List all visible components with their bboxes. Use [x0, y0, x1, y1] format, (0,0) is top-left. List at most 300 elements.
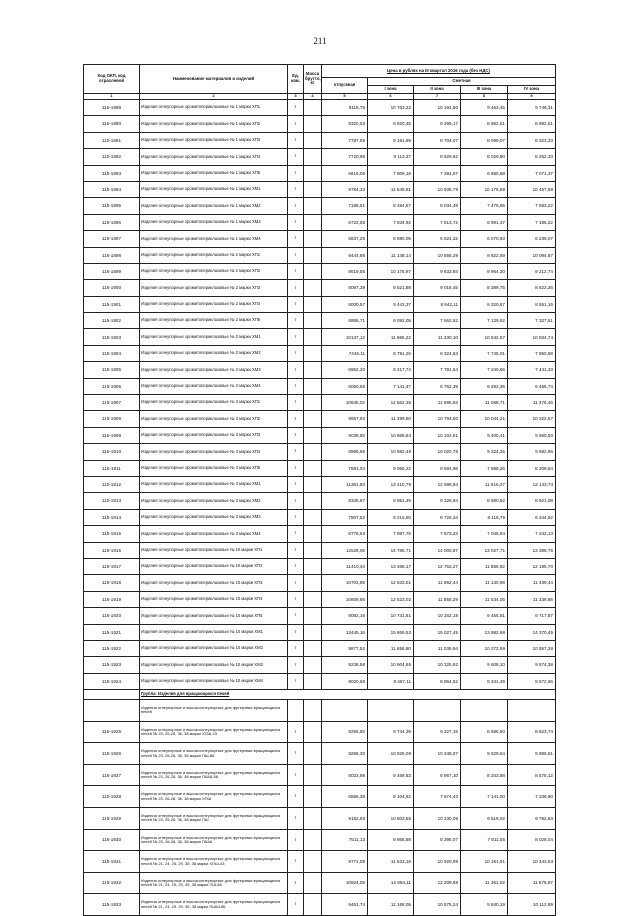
price-zone-2: 9 227,15	[414, 721, 461, 743]
group-title: Группа: Изделия для вращающихся печей	[140, 690, 556, 700]
table-row	[84, 100, 556, 116]
item-unit: т	[288, 673, 304, 689]
col-number: 8	[461, 94, 508, 100]
price-zone-3: 8 029,80	[461, 149, 508, 165]
release-price: 9238,58	[322, 657, 368, 673]
item-code: 115-1892	[84, 149, 140, 165]
table-row	[84, 181, 556, 197]
release-price: 8022,98	[322, 764, 368, 786]
item-name: Изделия огнеупорные хромитопериклазовые № 1 марки ХП1	[140, 100, 288, 116]
item-name: Изделия огнеупорные хромитопериклазовые № 10 марки ХМ1	[140, 624, 288, 640]
item-code: 115-1898	[84, 247, 140, 263]
price-zone-4: 7 327,51	[508, 313, 556, 329]
table-row	[84, 263, 556, 279]
item-name: Изделия огнеупорные хромитопериклазовые № 1 марки ХМ2	[140, 198, 288, 214]
price-zone-2: 8 629,62	[414, 149, 461, 165]
item-name: Изделия огнеупорные хромитопериклазовые № 2 марки ХП3	[140, 280, 288, 296]
item-unit: т	[288, 829, 304, 851]
item-name: Изделия огнеупорные хромитопериклазовые № 1 марки ХП2	[140, 116, 288, 132]
price-zone-1: 10 668,84	[368, 427, 414, 443]
item-mass	[304, 378, 322, 394]
price-zone-2: 10 556,39	[414, 247, 461, 263]
release-price: 6616,06	[322, 165, 368, 181]
price-zone-1: 13 410,79	[368, 476, 414, 492]
price-zone-3: 9 629,64	[461, 743, 508, 765]
price-zone-2: 12 753,27	[414, 558, 461, 574]
price-zone-3: 7 129,92	[461, 313, 508, 329]
item-code: 115-1912	[84, 476, 140, 492]
price-zone-3: 9 324,25	[461, 444, 508, 460]
price-zone-4: 7 683,22	[508, 198, 556, 214]
item-unit	[288, 700, 304, 722]
item-name: Изделия огнеупорные хромитопериклазовые № 10 марки ХМ4	[140, 673, 288, 689]
item-name: Изделия огнеупорные хромитопериклазовые № 1 марки ХМ4	[140, 231, 288, 247]
price-zone-1: 11 658,80	[368, 640, 414, 656]
price-zone-2: 12 209,68	[414, 872, 461, 894]
item-unit: т	[288, 640, 304, 656]
price-zone-1: 9 467,11	[368, 673, 414, 689]
price-zone-2: 8 942,11	[414, 296, 461, 312]
item-name: Изделия огнеупорные хромитопериклазовые № 10 марки ХМ2	[140, 640, 288, 656]
price-zone-2: 8 967,10	[414, 764, 461, 786]
price-zone-2: 10 935,79	[414, 181, 461, 197]
table-row	[84, 198, 556, 214]
price-zone-2	[414, 700, 461, 722]
price-zone-3: 7 745,01	[461, 345, 508, 361]
price-zone-4: 11 675,87	[508, 872, 556, 894]
item-mass	[304, 329, 322, 345]
price-zone-3: 8 389,75	[461, 280, 508, 296]
price-zone-4: 8 252,33	[508, 149, 556, 165]
item-unit: т	[288, 872, 304, 894]
release-price: 9092,16	[322, 608, 368, 624]
item-mass	[304, 700, 322, 722]
table-row	[84, 296, 556, 312]
price-zone-4: 13 388,75	[508, 542, 556, 558]
header-price-group-text: Цена в рублях на III квартал 2016 года (без НДС)	[387, 67, 490, 73]
item-code: 115-1932	[84, 872, 140, 894]
price-zone-4: 10 557,28	[508, 640, 556, 656]
item-code: 115-1899	[84, 263, 140, 279]
item-code: 115-1906	[84, 378, 140, 394]
table-row	[84, 214, 556, 230]
price-zone-4: 10 094,87	[508, 247, 556, 263]
item-name: Изделия огнеупорные хромитопериклазовые № 1 марки ХП5	[140, 165, 288, 181]
table-row	[84, 149, 556, 165]
price-zone-2: 9 016,45	[414, 280, 461, 296]
release-price: 11410,44	[322, 558, 368, 574]
release-price: 8000,57	[322, 296, 368, 312]
col-number: 1	[84, 94, 140, 100]
price-zone-2: 8 704,07	[414, 132, 461, 148]
price-zone-3: 9 519,02	[461, 808, 508, 830]
table-row	[84, 378, 556, 394]
release-price: 5837,25	[322, 231, 368, 247]
table-row	[84, 542, 556, 558]
release-price: 9877,52	[322, 640, 368, 656]
price-zone-1: 8 217,74	[368, 362, 414, 378]
item-mass	[304, 296, 322, 312]
price-zone-2: 12 698,94	[414, 476, 461, 492]
header-zone-4: IV зона	[508, 86, 556, 94]
item-name: Изделия огнеупорные хромитопериклазовые № 10 марки ХП3	[140, 575, 288, 591]
item-mass	[304, 149, 322, 165]
item-mass	[304, 673, 322, 689]
item-mass	[304, 247, 322, 263]
item-mass	[304, 427, 322, 443]
table-row	[84, 231, 556, 247]
item-name: Изделия огнеупорные хромитопериклазовые № 2 марки ХМ4	[140, 378, 288, 394]
price-zone-4: 9 746,31	[508, 100, 556, 116]
price-zone-2: 7 662,52	[414, 313, 461, 329]
item-code: 115-1890	[84, 116, 140, 132]
price-zone-2: 8 324,63	[414, 345, 461, 361]
table-row	[84, 872, 556, 894]
price-zone-1: 10 803,55	[368, 808, 414, 830]
price-zone-3: 10 044,21	[461, 411, 508, 427]
item-unit: т	[288, 575, 304, 591]
item-unit: т	[288, 313, 304, 329]
item-code: 115-1930	[84, 829, 140, 851]
item-unit: т	[288, 786, 304, 808]
item-unit: т	[288, 280, 304, 296]
price-zone-1: 10 582,49	[368, 444, 414, 460]
price-zone-2: 10 162,18	[414, 608, 461, 624]
price-zone-2: 15 027,45	[414, 624, 461, 640]
item-mass	[304, 591, 322, 607]
item-code: 115-1894	[84, 181, 140, 197]
price-zone-4: 8 323,33	[508, 132, 556, 148]
header-release: отпускная	[322, 78, 368, 94]
price-zone-1: 9 469,83	[368, 764, 414, 786]
price-table	[83, 64, 556, 916]
table-row	[84, 444, 556, 460]
item-mass	[304, 214, 322, 230]
table-row	[84, 509, 556, 525]
header-zone-3: III зона	[461, 86, 508, 94]
price-zone-2: 8 395,07	[414, 829, 461, 851]
item-unit: т	[288, 894, 304, 916]
release-price: 10609,68	[322, 591, 368, 607]
price-zone-1	[368, 700, 414, 722]
item-unit: т	[288, 558, 304, 574]
item-mass	[304, 808, 322, 830]
item-code: 115-1896	[84, 214, 140, 230]
item-code: 115-1897	[84, 231, 140, 247]
release-price: 8067,39	[322, 280, 368, 296]
price-zone-3: 8 964,30	[461, 263, 508, 279]
table-row	[84, 721, 556, 743]
table-row	[84, 132, 556, 148]
item-code: 115-1921	[84, 624, 140, 640]
price-zone-1: 14 786,71	[368, 542, 414, 558]
group-code-cell	[84, 690, 140, 700]
item-mass	[304, 640, 322, 656]
item-unit: т	[288, 427, 304, 443]
price-zone-3: 7 988,26	[461, 460, 508, 476]
item-code: 115-1911	[84, 460, 140, 476]
table-row	[84, 526, 556, 542]
item-code: 115-1901	[84, 296, 140, 312]
item-code: 115-1904	[84, 345, 140, 361]
item-code: 115-1891	[84, 132, 140, 148]
price-zone-2: 11 858,29	[414, 591, 461, 607]
table-row	[84, 786, 556, 808]
item-code: 115-1902	[84, 313, 140, 329]
price-zone-2: 8 034,49	[414, 198, 461, 214]
item-code: 115-1915	[84, 526, 140, 542]
item-code: 115-1925	[84, 721, 140, 743]
item-code: 115-1917	[84, 558, 140, 574]
col-number: 2	[140, 94, 288, 100]
item-mass	[304, 526, 322, 542]
price-zone-2: 10 191,80	[414, 100, 461, 116]
item-name: Изделия огнеупорные и высокоогнеупорные для футеровки вращающихся печей № 23, 26-28, 36, 38 марки ХПШ-43	[140, 721, 288, 743]
price-zone-1: 7 997,76	[368, 526, 414, 542]
item-name: Изделия огнеупорные хромитопериклазовые № 10 марки ХП4	[140, 591, 288, 607]
header-code: Код ОКП, код отраслевой	[84, 65, 140, 94]
price-zone-4: 7 242,13	[508, 526, 556, 542]
price-zone-4: 12 143,74	[508, 476, 556, 492]
price-zone-4: 8 551,16	[508, 296, 556, 312]
price-zone-4: 8 921,08	[508, 493, 556, 509]
item-unit: т	[288, 149, 304, 165]
price-zone-4: 6 466,74	[508, 378, 556, 394]
price-zone-2: 7 573,23	[414, 526, 461, 542]
price-zone-1: 10 928,09	[368, 743, 414, 765]
price-zone-1: 9 191,99	[368, 132, 414, 148]
release-price: 6775,63	[322, 526, 368, 542]
release-price: 6855,71	[322, 313, 368, 329]
price-zone-1: 6 890,05	[368, 231, 414, 247]
header-price-group	[322, 65, 556, 78]
header-unit: Ед. изм.	[288, 65, 304, 94]
item-name: Изделия огнеупорные и высокоогнеупорные для футеровки вращающихся печей № 23, 26-28, 36, 38 марки ХПШ	[140, 786, 288, 808]
price-zone-1: 9 443,37	[368, 296, 414, 312]
price-zone-2: 14 000,87	[414, 542, 461, 558]
item-unit: т	[288, 542, 304, 558]
release-price: 9258,30	[322, 743, 368, 765]
col-number: 7	[414, 94, 461, 100]
item-unit: т	[288, 509, 304, 525]
item-unit: т	[288, 231, 304, 247]
table-row	[84, 476, 556, 492]
item-code: 115-1927	[84, 764, 140, 786]
item-name: Изделия огнеупорные и высокоогнеупорные для футеровки вращающихся печей № 23, 26-28, 36, 38 марки ПШ	[140, 808, 288, 830]
price-zone-3: 7 811,55	[461, 829, 508, 851]
price-zone-2: 7 394,67	[414, 165, 461, 181]
price-zone-4: 7 338,90	[508, 786, 556, 808]
item-mass	[304, 181, 322, 197]
table-row	[84, 743, 556, 765]
item-name: Изделия огнеупорные и высокоогнеупорные для футеровки вращающихся печей № 23, 26-28, 36, 38 марки ПШШ-86	[140, 764, 288, 786]
item-unit: т	[288, 198, 304, 214]
item-mass	[304, 575, 322, 591]
price-zone-1: 7 934,92	[368, 214, 414, 230]
col-number: 4	[304, 94, 322, 100]
price-zone-4: 9 874,38	[508, 657, 556, 673]
item-unit: т	[288, 721, 304, 743]
price-zone-1: 9 820,45	[368, 116, 414, 132]
release-price: 9461,74	[322, 894, 368, 916]
col-number: 9	[508, 94, 556, 100]
item-unit: т	[288, 247, 304, 263]
table-row	[84, 851, 556, 873]
item-name: Изделия огнеупорные хромитопериклазовые № 3 марки ХМ4	[140, 526, 288, 542]
item-unit: т	[288, 764, 304, 786]
price-zone-2: 7 513,72	[414, 214, 461, 230]
price-zone-4: 9 212,74	[508, 263, 556, 279]
price-zone-2: 8 584,98	[414, 460, 461, 476]
release-price: 10924,08	[322, 872, 368, 894]
table-row	[84, 640, 556, 656]
release-price: 11361,83	[322, 476, 368, 492]
price-zone-2: 9 328,94	[414, 493, 461, 509]
price-zone-3: 10 175,68	[461, 181, 508, 197]
item-name: Изделия огнеупорные хромитопериклазовые № 10 марки ХП1	[140, 542, 288, 558]
item-name: Изделия огнеупорные хромитопериклазовые № 10 марки ХП2	[140, 558, 288, 574]
price-zone-3: 10 542,57	[461, 329, 508, 345]
release-price: 6962,20	[322, 362, 368, 378]
item-code: 115-1895	[84, 198, 140, 214]
item-name: Изделия огнеупорные хромитопериклазовые № 3 марки ХП3	[140, 427, 288, 443]
item-name: Изделия огнеупорные хромитопериклазовые № 2 марки ХМ1	[140, 329, 288, 345]
price-zone-2: 9 633,93	[414, 263, 461, 279]
price-zone-2: 10 102,61	[414, 427, 461, 443]
table-row	[84, 460, 556, 476]
item-code: 115-1933	[84, 894, 140, 916]
price-zone-4: 8 892,61	[508, 116, 556, 132]
table-row	[84, 493, 556, 509]
table-row	[84, 624, 556, 640]
price-zone-4: 10 322,57	[508, 411, 556, 427]
price-zone-2: 6 524,32	[414, 231, 461, 247]
item-unit: т	[288, 657, 304, 673]
release-price: 8020,68	[322, 673, 368, 689]
item-unit: т	[288, 165, 304, 181]
item-unit: т	[288, 743, 304, 765]
item-code: 115-1914	[84, 509, 140, 525]
price-zone-3: 9 463,45	[461, 100, 508, 116]
item-mass	[304, 263, 322, 279]
item-mass	[304, 313, 322, 329]
item-unit: т	[288, 116, 304, 132]
price-zone-4: 7 185,22	[508, 214, 556, 230]
table-row	[84, 608, 556, 624]
price-zone-3: 7 476,05	[461, 198, 508, 214]
price-zone-1: 10 763,22	[368, 100, 414, 116]
price-zone-2: 9 299,17	[414, 116, 461, 132]
price-zone-2: 8 964,52	[414, 673, 461, 689]
price-zone-2: 7 781,54	[414, 362, 461, 378]
item-code	[84, 700, 140, 722]
item-name: Изделия огнеупорные хромитопериклазовые № 1 марки ХП3	[140, 132, 288, 148]
item-name: Изделия огнеупорные хромитопериклазовые № 3 марки ХП5	[140, 460, 288, 476]
price-zone-4: 11 339,85	[508, 591, 556, 607]
item-unit: т	[288, 624, 304, 640]
price-zone-1: 8 092,05	[368, 313, 414, 329]
price-zone-3: 9 840,19	[461, 894, 508, 916]
table-row	[84, 329, 556, 345]
release-price: 8255,80	[322, 721, 368, 743]
item-code: 115-1910	[84, 444, 140, 460]
price-zone-1: 8 791,26	[368, 345, 414, 361]
price-zone-4: 8 209,64	[508, 460, 556, 476]
price-zone-1: 9 851,49	[368, 493, 414, 509]
price-zone-4: 10 457,68	[508, 181, 556, 197]
table-row	[84, 247, 556, 263]
item-name: Изделия огнеупорные и высокоогнеупорные для футеровки вращающихся печей № 21, 24, 25, 29, 35, 38 марки ПШ-86	[140, 872, 288, 894]
item-mass	[304, 829, 322, 851]
price-zone-4: 9 896,51	[508, 743, 556, 765]
item-unit: т	[288, 444, 304, 460]
item-code: 115-1908	[84, 411, 140, 427]
price-zone-1: 9 215,50	[368, 509, 414, 525]
item-mass	[304, 493, 322, 509]
item-name: Изделия огнеупорные и высокоогнеупорные для футеровки вращающихся печей	[140, 700, 288, 722]
price-zone-3: 11 816,27	[461, 476, 508, 492]
price-zone-1: 11 548,81	[368, 181, 414, 197]
release-price: 8619,55	[322, 263, 368, 279]
price-zone-3: 10 161,91	[461, 851, 508, 873]
price-zone-1: 12 523,02	[368, 591, 414, 607]
item-mass	[304, 165, 322, 181]
price-zone-1: 12 562,35	[368, 395, 414, 411]
item-name: Изделия огнеупорные хромитопериклазовые № 10 марки ХМ3	[140, 657, 288, 673]
item-mass	[304, 231, 322, 247]
price-zone-3: 9 455,81	[461, 608, 508, 624]
price-zone-4: 11 375,46	[508, 395, 556, 411]
price-zone-3: 13 027,71	[461, 542, 508, 558]
price-zone-2: 10 794,50	[414, 411, 461, 427]
item-code: 115-1926	[84, 743, 140, 765]
page-number: 211	[313, 36, 327, 46]
item-name: Изделия огнеупорные хромитопериклазовые № 1 марки ХМ1	[140, 181, 288, 197]
price-zone-1: 10 175,97	[368, 263, 414, 279]
price-zone-3: 6 880,68	[461, 165, 508, 181]
item-mass	[304, 509, 322, 525]
price-zone-3: 11 866,82	[461, 558, 508, 574]
price-zone-4: 8 622,26	[508, 280, 556, 296]
release-price: 12528,06	[322, 542, 368, 558]
table-body	[84, 100, 556, 916]
price-zone-3: 8 099,07	[461, 132, 508, 148]
price-zone-1: 7 141,47	[368, 378, 414, 394]
item-mass	[304, 624, 322, 640]
item-name: Изделия огнеупорные хромитопериклазовые № 2 марки ХП5	[140, 313, 288, 329]
price-zone-2: 10 020,78	[414, 444, 461, 460]
item-name: Изделия огнеупорные и высокоогнеупорные для футеровки вращающихся печей № 23, 26-28, 36, 38 марки ПШШ	[140, 829, 288, 851]
price-zone-1: 8 484,67	[368, 198, 414, 214]
price-zone-2: 10 325,82	[414, 657, 461, 673]
item-code: 115-1920	[84, 608, 140, 624]
price-zone-3: 11 068,71	[461, 395, 508, 411]
price-zone-4: 8 572,66	[508, 673, 556, 689]
price-zone-4: 9 717,87	[508, 608, 556, 624]
price-zone-4: 8 575,12	[508, 764, 556, 786]
price-zone-3: 11 361,02	[461, 872, 508, 894]
item-name: Изделия огнеупорные хромитопериклазовые № 2 марки ХП1	[140, 247, 288, 263]
item-unit: т	[288, 181, 304, 197]
group-row	[84, 690, 556, 700]
header-estimate: Сметная	[368, 78, 556, 86]
price-zone-4: 10 834,74	[508, 329, 556, 345]
price-zone-3: 7 141,00	[461, 786, 508, 808]
release-price: 6050,56	[322, 378, 368, 394]
release-price: 7188,51	[322, 198, 368, 214]
table-row	[84, 313, 556, 329]
price-zone-2: 11 895,53	[414, 395, 461, 411]
